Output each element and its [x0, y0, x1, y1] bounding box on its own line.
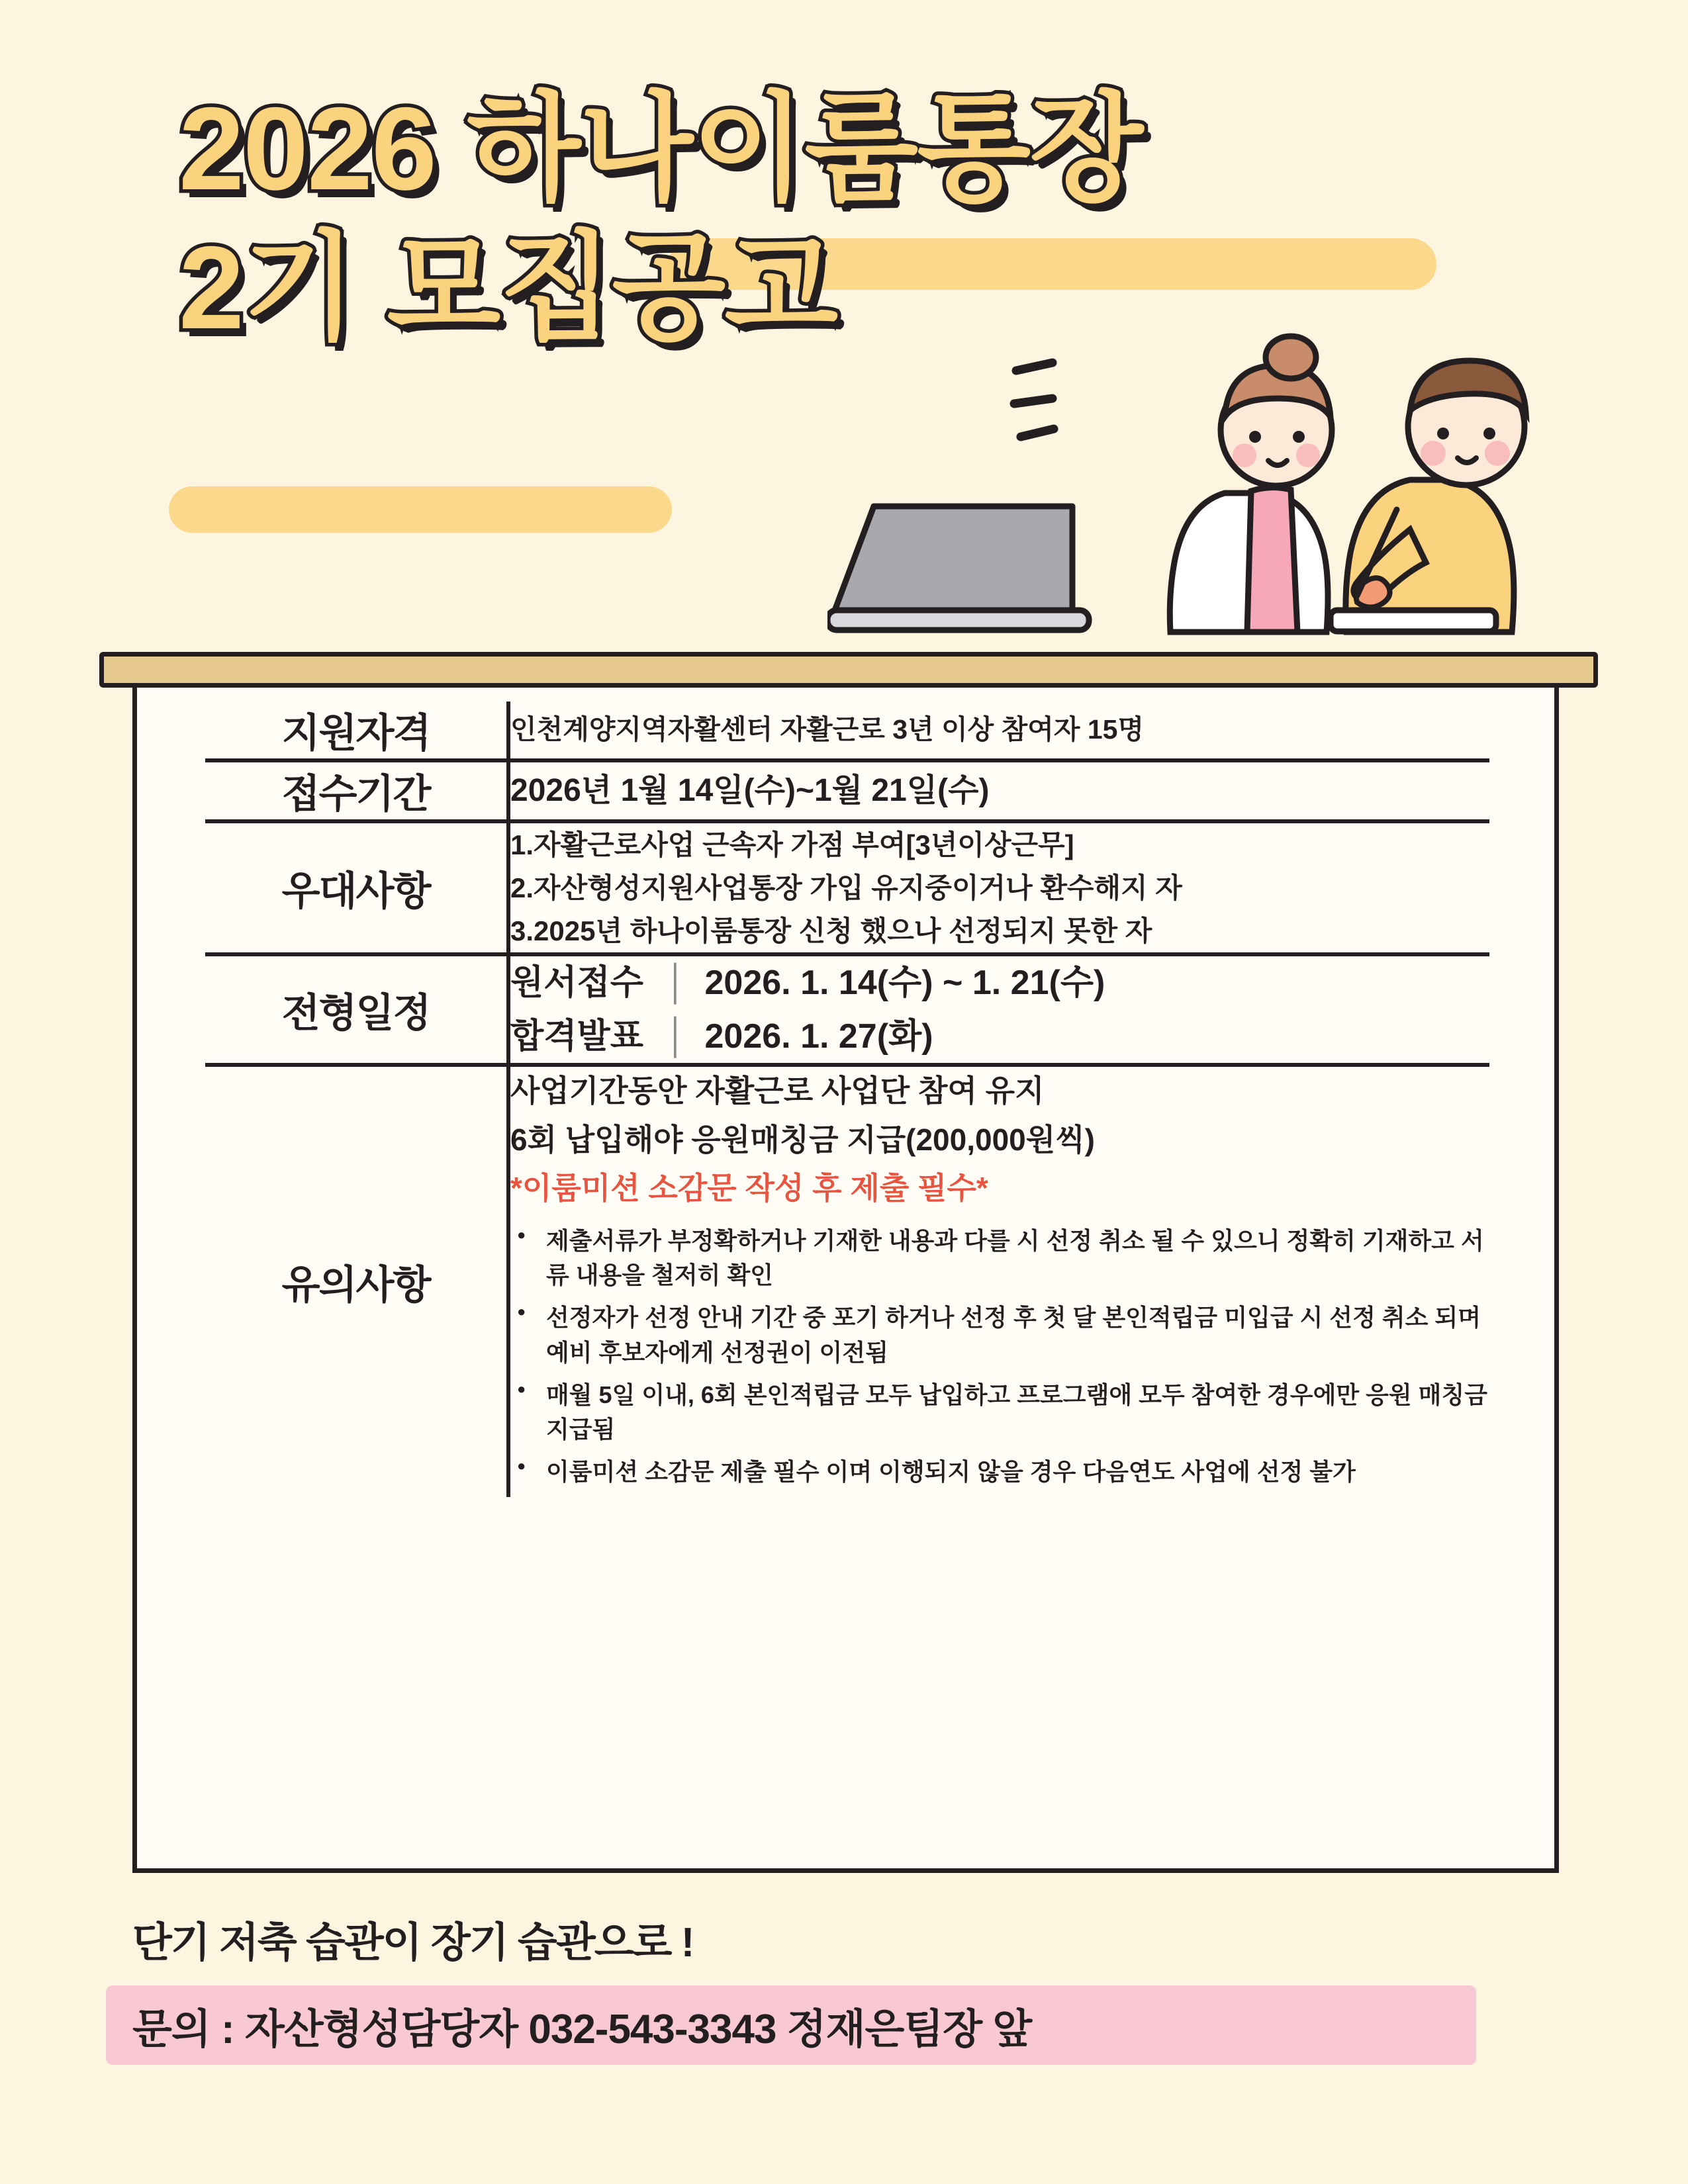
row-label-preference: 우대사항	[205, 821, 508, 954]
schedule-key-application: 원서접수	[510, 964, 643, 1003]
desk-bar	[99, 652, 1598, 688]
table-row-period	[205, 760, 1489, 821]
notes-head-line-2: 6회 납입해야 응원매칭금 지급(200,000원씩)	[510, 1122, 1095, 1158]
sparkle-icon	[1006, 357, 1086, 450]
notes-bullet-list	[510, 1224, 1489, 1489]
row-value-preference: 1.자활근로사업 근속자 가점 부여[3년이상근무] 2.자산형성지원사업통장 가입 유지중이거나 환수해지 자 3.2025년 하나이룸통장 신청 했으나 선정되지 못한 자	[508, 821, 1489, 954]
table-row-qualification	[205, 702, 1489, 760]
footer-contact: 문의 : 자산형성담당자 032-543-3343 정재은팀장 앞	[132, 2007, 1032, 2052]
table-row-notes	[205, 1065, 1489, 1497]
schedule-value-application: 2026. 1. 14(수) ~ 1. 21(수)	[704, 964, 1105, 1003]
table-row-preference	[205, 821, 1489, 954]
list-item: ● 선정자가 선정 안내 기간 중 포기 하거나 선정 후 첫 달 본인적립금 미입급 시 선정 취소 되며 예비 후보자에게 선정권이 이전됨	[546, 1300, 1489, 1369]
title-highlight-bar-2	[169, 486, 672, 533]
schedule-key-result: 합격발표	[510, 1017, 643, 1056]
illustration-two-people-studying	[827, 311, 1556, 662]
schedule-line-result	[510, 1010, 1489, 1064]
notes-emphasis: *이룸미션 소감문 작성 후 제출 필수*	[510, 1170, 988, 1205]
row-value-notes	[508, 1065, 1489, 1497]
row-label-period: 접수기간	[205, 760, 508, 821]
row-value-period: 2026년 1월 14일(수)~1월 21일(수)	[508, 760, 1489, 821]
row-value-qualification: 인천계양지역자활센터 자활근로 3년 이상 참여자 15명	[508, 702, 1489, 760]
row-label-schedule: 전형일정	[205, 954, 508, 1065]
footer-slogan: 단기 저축 습관이 장기 습관으로 !	[132, 1920, 694, 1966]
notes-head-line-1: 사업기간동안 자활근로 사업단 참여 유지	[510, 1073, 1045, 1109]
list-item: ● 매월 5일 이내, 6회 본인적립금 모두 납입하고 프로그램애 모두 참여한 경우에만 응원 매칭금 지급됨	[546, 1378, 1489, 1447]
row-value-schedule	[508, 954, 1489, 1065]
table-row-schedule	[205, 954, 1489, 1065]
schedule-divider-2: │	[666, 1017, 688, 1056]
schedule-divider: │	[666, 964, 688, 1003]
schedule-line-application	[510, 956, 1489, 1010]
row-label-qualification: 지원자격	[205, 702, 508, 760]
list-item: ● 이룸미션 소감문 제출 필수 이며 이행되지 않을 경우 다음연도 사업에 선정 불가	[546, 1455, 1489, 1489]
schedule-value-result: 2026. 1. 27(화)	[704, 1017, 933, 1056]
title-line-1: 2026 하나이룸통장	[179, 83, 1143, 214]
info-table	[205, 702, 1489, 1497]
title-line-2: 2기 모집공고	[179, 222, 837, 354]
row-label-notes: 유의사항	[205, 1065, 508, 1497]
list-item: ● 제출서류가 부정확하거나 기재한 내용과 다를 시 선정 취소 될 수 있으니 정확히 기재하고 서류 내용을 철저히 확인	[546, 1224, 1489, 1293]
